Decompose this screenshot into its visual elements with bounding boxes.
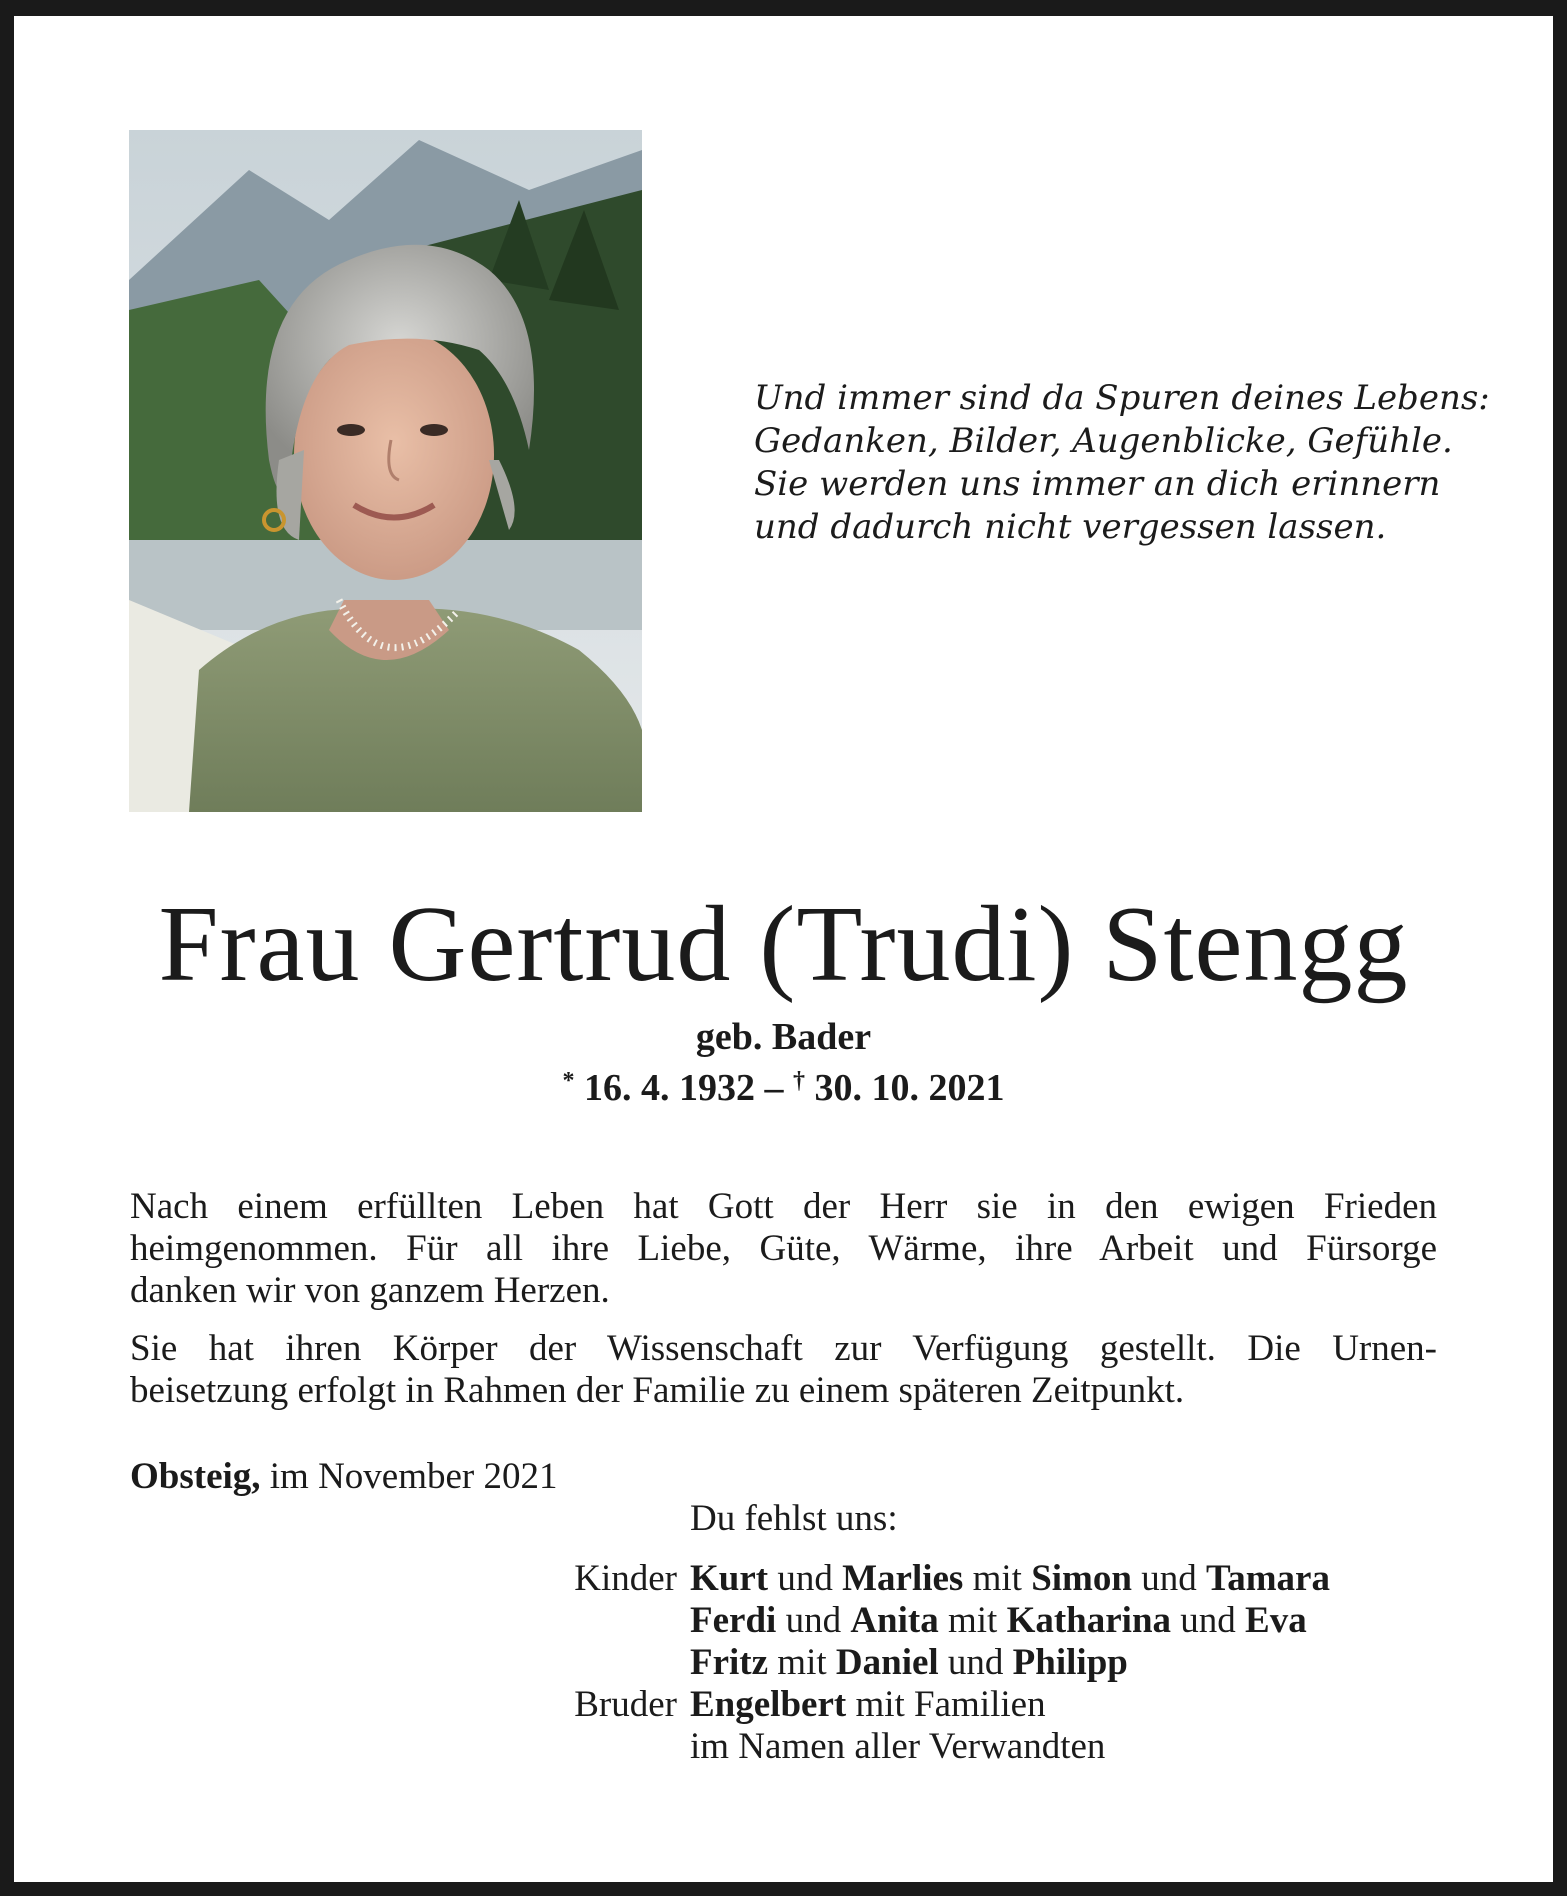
children-line <box>690 1600 1307 1642</box>
children-line <box>690 1558 1330 1600</box>
connector-word: und <box>947 1642 1004 1683</box>
family-name: Eva <box>1245 1600 1307 1641</box>
quote-line: Gedanken, Bilder, Augenblicke, Gefühle. <box>754 421 1453 461</box>
connector-word: mit <box>777 1642 827 1683</box>
body-paragraph-2 <box>130 1328 1437 1412</box>
place-name: Obsteig, <box>130 1456 261 1497</box>
mourners-list <box>0 1498 1567 1768</box>
deceased-name: Frau Gertrud (Trudi) Stengg <box>158 885 1409 1004</box>
brother-row <box>0 1684 1567 1726</box>
children-row <box>0 1642 1567 1684</box>
portrait-photo <box>129 130 642 812</box>
connector-word: mit <box>972 1558 1022 1599</box>
mourners-title-row <box>0 1498 1567 1540</box>
mourners-title: Du fehlst uns: <box>690 1498 898 1539</box>
paragraph-line: heimgenommen. Für all ihre Liebe, Güte, Wärme, ihre Arbeit und Fürsorge <box>130 1228 1437 1269</box>
children-row <box>0 1600 1567 1642</box>
paragraph-line: danken wir von ganzem Herzen. <box>130 1270 610 1311</box>
children-row <box>0 1558 1567 1600</box>
family-name: Tamara <box>1205 1558 1330 1599</box>
family-name: Ferdi <box>690 1600 777 1641</box>
place-date-line <box>130 1456 558 1498</box>
maiden-name: geb. Bader <box>695 1016 872 1058</box>
family-name: Fritz <box>690 1642 769 1683</box>
connector-word: und <box>1141 1558 1197 1599</box>
notice-date: im November 2021 <box>269 1456 558 1497</box>
life-dates <box>0 1059 1567 1110</box>
date-separator: – <box>764 1067 784 1109</box>
paragraph-line: Nach einem erfüllten Leben hat Gott der Herr sie in den ewigen Frieden <box>130 1186 1437 1227</box>
brother-label: Bruder <box>574 1684 677 1725</box>
paragraph-line: beisetzung erfolgt in Rahmen der Familie zu einem späteren Zeitpunkt. <box>130 1370 1185 1411</box>
children-line <box>690 1642 1128 1684</box>
death-date: 30. 10. 2021 <box>814 1067 1005 1109</box>
connector-word: und <box>777 1558 833 1599</box>
quote-line: Und immer sind da Spuren deines Lebens: <box>754 378 1490 418</box>
family-name: Katharina <box>1006 1600 1172 1641</box>
closing-line: im Namen aller Verwandten <box>690 1726 1106 1767</box>
children-label: Kinder <box>574 1558 677 1599</box>
family-name: Simon <box>1031 1558 1132 1599</box>
brother-line <box>690 1684 1046 1726</box>
death-symbol: † <box>793 1068 805 1094</box>
family-name: Engelbert <box>690 1684 847 1725</box>
birth-symbol: * <box>562 1068 575 1094</box>
quote-line: und dadurch nicht vergessen lassen. <box>754 507 1387 547</box>
family-name: Marlies <box>842 1558 964 1599</box>
memorial-quote <box>754 377 1494 549</box>
paragraph-line: Sie hat ihren Körper der Wissenschaft zur Verfügung gestellt. Die Urnen- <box>130 1328 1437 1369</box>
family-name: Kurt <box>690 1558 769 1599</box>
family-name: Daniel <box>835 1642 939 1683</box>
connector-word: mit <box>947 1600 998 1641</box>
family-name: Philipp <box>1012 1642 1128 1683</box>
body-paragraph-1 <box>130 1186 1437 1312</box>
quote-line: Sie werden uns immer an dich erinnern <box>754 464 1441 504</box>
connector-word: und <box>1180 1600 1236 1641</box>
closing-row <box>0 1726 1567 1768</box>
brother-suffix: mit Familien <box>855 1684 1046 1725</box>
birth-date: 16. 4. 1932 <box>584 1067 755 1109</box>
connector-word: und <box>785 1600 842 1641</box>
family-name: Anita <box>850 1600 939 1641</box>
